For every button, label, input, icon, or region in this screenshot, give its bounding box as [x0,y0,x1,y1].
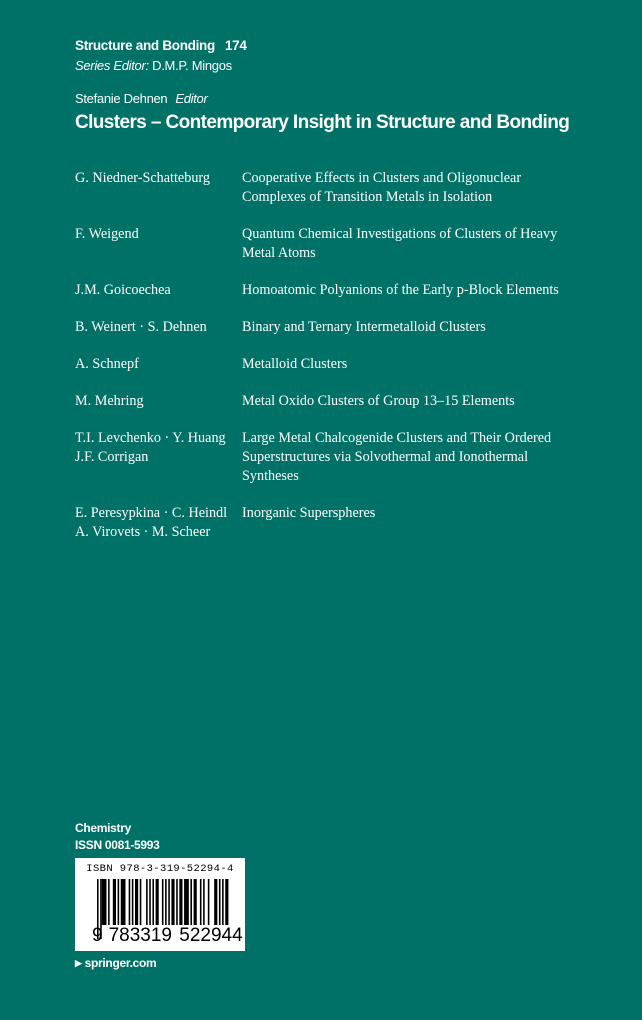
chapter-title-line: Cooperative Effects in Clusters and Oligonuclear [242,170,522,186]
chapter-entry [75,225,595,263]
chapter-authors [75,355,242,374]
chapter-title [242,281,595,300]
footer-info [75,820,160,854]
subject-label: Chemistry [75,821,131,835]
chapter-title-line: Inorganic Superspheres [242,505,376,521]
chapter-entry [75,504,595,542]
chapter-entry [75,429,595,486]
chapter-title-line: Metal Atoms [242,245,316,261]
ean-first-digit: 9 [92,925,103,946]
chapter-title-line: Syntheses [242,468,299,484]
series-editor [75,57,247,75]
chapter-title [242,169,595,207]
book-title: Clusters – Contemporary Insight in Structure and Bonding [75,112,570,133]
ean-digits [91,925,244,947]
chapter-title-line: Superstructures via Solvothermal and Ionothermal [242,449,529,465]
author-line: G. Niedner-Schatteburg [75,170,210,186]
chapter-entry [75,169,595,207]
chapter-title-line: Metal Oxido Clusters of Group 13–15 Elements [242,393,515,409]
series-title [75,37,247,55]
website-link[interactable] [75,955,156,971]
series-name: Structure and Bonding [75,38,215,53]
chapter-title [242,225,595,263]
table-of-contents [75,169,595,560]
book-editor-name: Stefanie Dehnen [75,91,168,106]
chapter-title-line: Homoatomic Polyanions of the Early p-Block Elements [242,282,559,298]
chapter-authors [75,392,242,411]
ean-left-group: 783319 [108,925,172,946]
play-arrow-icon: ▶ [75,958,82,968]
isbn-text: ISBN 978-3-319-52294-4 [86,863,234,875]
chapter-title [242,355,595,374]
chapter-authors [75,281,242,300]
chapter-entry [75,392,595,411]
chapter-title-line: Complexes of Transition Metals in Isolation [242,189,493,205]
author-line: T.I. Levchenko · Y. Huang [75,430,226,446]
author-line: J.M. Goicoechea [75,282,171,298]
chapter-title-line: Large Metal Chalcogenide Clusters and Their Ordered [242,430,552,446]
chapter-entry [75,281,595,300]
chapter-authors [75,225,242,263]
author-line: A. Virovets · M. Scheer [75,524,211,540]
chapter-title [242,392,595,411]
issn-label: ISSN 0081-5993 [75,838,160,852]
chapter-authors [75,169,242,207]
series-editor-label: Series Editor: [75,58,149,73]
website-url: springer.com [84,956,157,970]
chapter-title-line: Binary and Ternary Intermetalloid Clusters [242,319,486,335]
isbn-barcode [75,858,245,951]
chapter-title-line: Quantum Chemical Investigations of Clusters of Heavy [242,226,558,242]
author-line: M. Mehring [75,393,144,409]
chapter-title-line: Metalloid Clusters [242,356,348,372]
chapter-entry [75,355,595,374]
author-line: F. Weigend [75,226,139,242]
book-editor-role: Editor [175,91,208,106]
chapter-authors [75,429,242,486]
chapter-authors [75,504,242,542]
author-line: B. Weinert · S. Dehnen [75,319,207,335]
chapter-title [242,318,595,337]
series-volume: 174 [224,38,247,53]
series-header [75,37,247,75]
chapter-title [242,429,595,486]
ean-right-group: 522944 [179,925,243,946]
series-editor-name: D.M.P. Mingos [152,58,232,73]
author-line: E. Peresypkina · C. Heindl [75,505,228,521]
book-editor [75,90,208,108]
chapter-entry [75,318,595,337]
chapter-authors [75,318,242,337]
chapter-title [242,504,595,542]
author-line: J.F. Corrigan [75,449,149,465]
author-line: A. Schnepf [75,356,139,372]
